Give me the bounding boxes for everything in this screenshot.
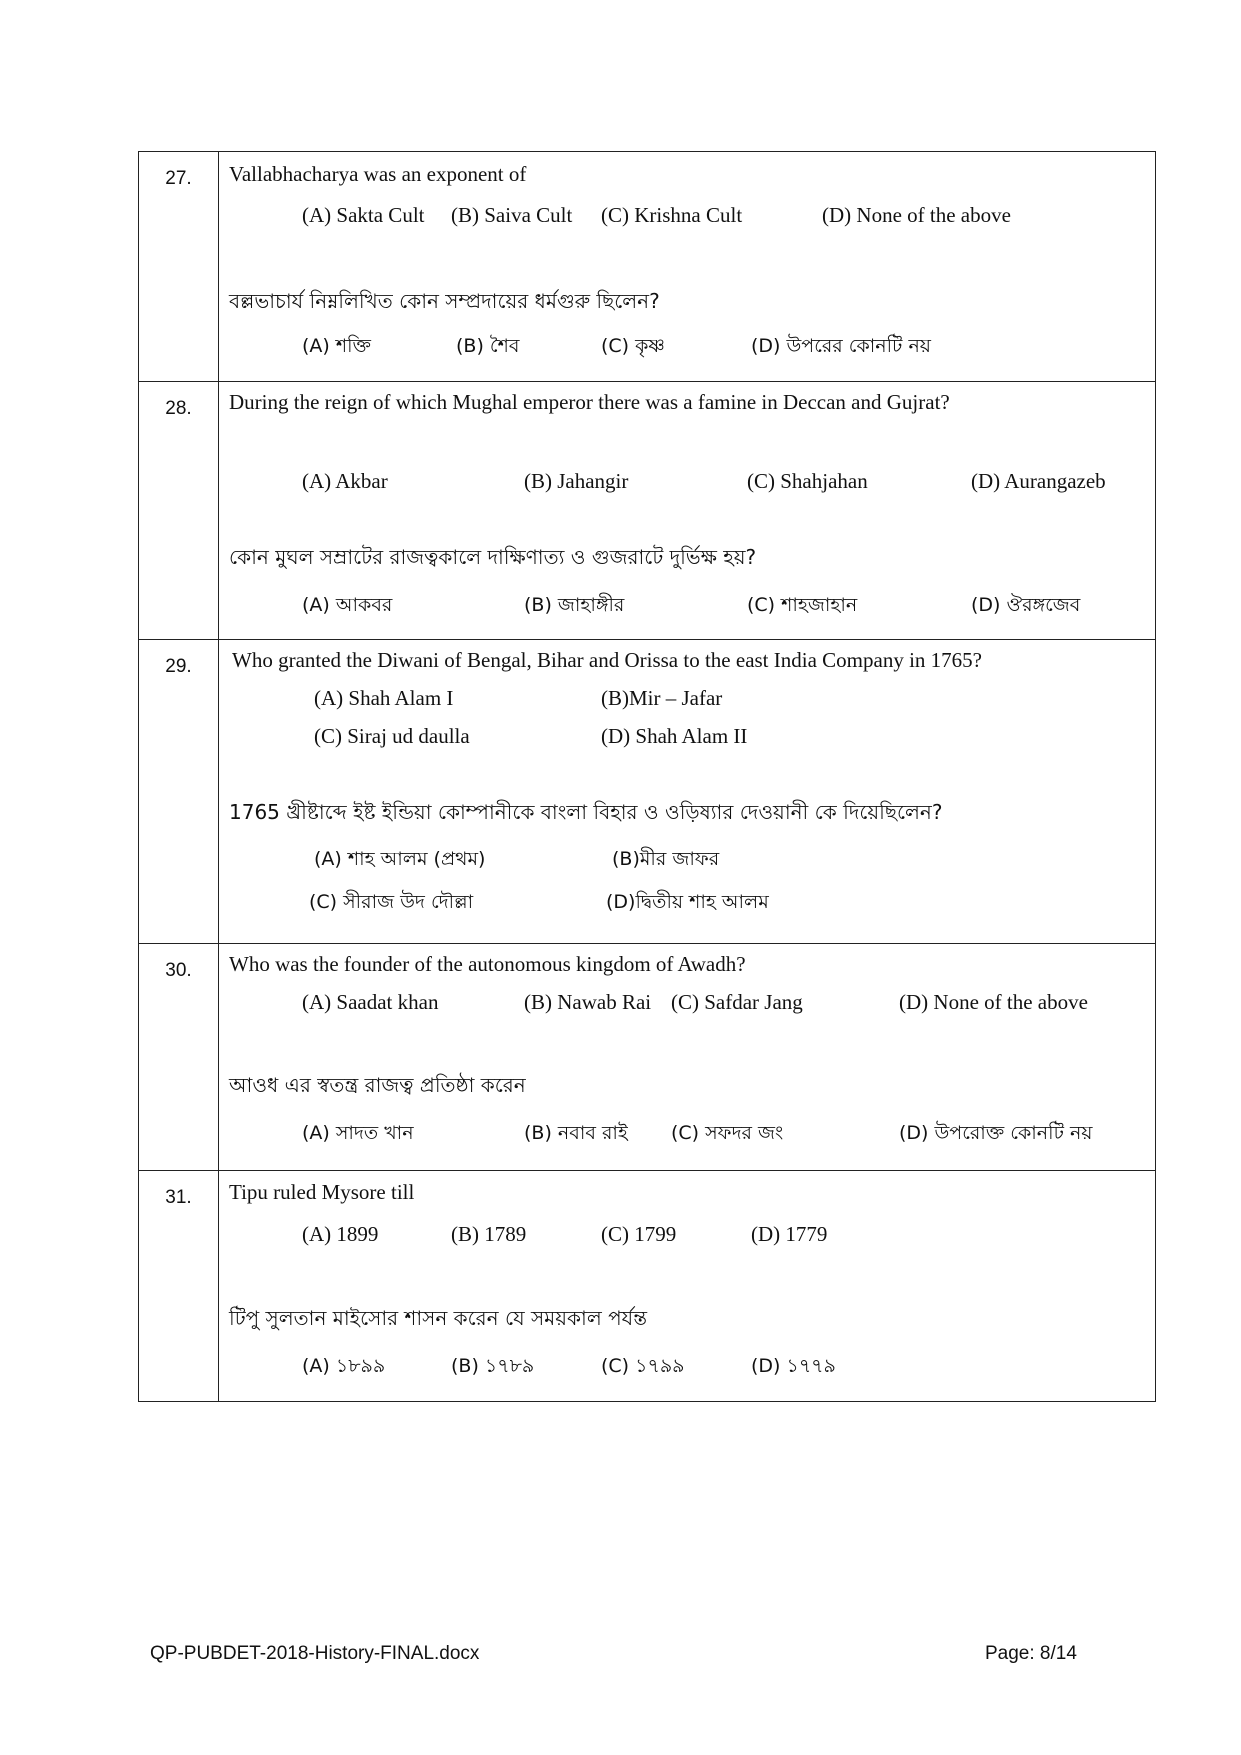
question-cell — [219, 382, 1156, 640]
option-a-en: (A) Shah Alam I — [314, 686, 454, 710]
option-d-en: (D) 1779 — [751, 1222, 828, 1246]
question-text-en: Who was the founder of the autonomous kingdom of Awadh? — [229, 952, 746, 976]
option-a-en: (A) Akbar — [302, 469, 388, 493]
question-number: 29. — [165, 656, 192, 677]
option-c-en: (C) Shahjahan — [747, 469, 868, 493]
footer-filename: QP-PUBDET-2018-History-FINAL.docx — [150, 1643, 480, 1664]
question-text-en: Tipu ruled Mysore till — [229, 1180, 415, 1204]
question-number: 27. — [165, 168, 192, 189]
question-cell — [219, 944, 1156, 1171]
option-d-bn: (D) উপরোক্ত কোনটি নয় — [899, 1122, 1093, 1144]
option-d-en: (D) Shah Alam II — [601, 724, 748, 748]
question-row — [139, 640, 1156, 944]
question-number-cell — [139, 944, 219, 1171]
question-number: 28. — [165, 398, 192, 419]
option-a-bn: (A) শক্তি — [302, 335, 371, 357]
option-b-en: (B) Jahangir — [524, 469, 629, 493]
option-d-bn: (D) ১৭৭৯ — [751, 1355, 836, 1377]
question-number-cell — [139, 640, 219, 944]
option-b-bn: (B) ১৭৮৯ — [451, 1355, 535, 1377]
option-c-bn: (C) ১৭৯৯ — [601, 1355, 685, 1377]
option-d-en: (D) None of the above — [822, 203, 1011, 227]
question-row — [139, 1171, 1156, 1402]
question-text-en: During the reign of which Mughal emperor there was a famine in Deccan and Gujrat? — [229, 390, 950, 414]
question-number-cell — [139, 1171, 219, 1402]
option-d-bn: (D) উপরের কোনটি নয় — [751, 335, 931, 357]
option-b-bn: (B) শৈব — [456, 335, 520, 357]
question-row — [139, 382, 1156, 640]
question-text-bn: কোন মুঘল সম্রাটের রাজত্বকালে দাক্ষিণাত্য ও গুজরাটে দুর্ভিক্ষ হয়? — [229, 545, 757, 569]
option-c-bn: (C) সীরাজ উদ দৌল্লা — [309, 891, 474, 913]
option-a-bn: (A) শাহ আলম (প্রথম) — [314, 848, 486, 870]
question-text-en: Vallabhacharya was an exponent of — [229, 162, 527, 186]
option-a-bn: (A) সাদত খান — [302, 1122, 414, 1144]
question-number-cell — [139, 382, 219, 640]
question-text-bn: আওধ এর স্বতন্ত্র রাজত্ব প্রতিষ্ঠা করেন — [229, 1073, 526, 1097]
option-a-en: (A) 1899 — [302, 1222, 379, 1246]
option-d-en: (D) Aurangazeb — [971, 469, 1106, 493]
question-row — [139, 152, 1156, 382]
footer-page-number: Page: 8/14 — [985, 1643, 1077, 1664]
option-a-en: (A) Sakta Cult — [302, 203, 425, 227]
option-c-en: (C) Krishna Cult — [601, 203, 743, 227]
question-number-cell — [139, 152, 219, 382]
option-a-bn: (A) ১৮৯৯ — [302, 1355, 386, 1377]
option-b-en: (B) Nawab Rai — [524, 990, 652, 1014]
option-b-bn: (B)মীর জাফর — [612, 848, 720, 870]
question-number: 30. — [165, 960, 192, 981]
option-b-en: (B) Saiva Cult — [451, 203, 573, 227]
option-d-en: (D) None of the above — [899, 990, 1088, 1014]
option-a-bn: (A) আকবর — [302, 594, 393, 616]
option-d-bn: (D) ঔরঙ্গজেব — [971, 594, 1081, 616]
option-c-bn: (C) সফদর জং — [671, 1122, 784, 1144]
question-row — [139, 944, 1156, 1171]
question-cell — [219, 1171, 1156, 1402]
question-text-bn: টিপু সুলতান মাইসোর শাসন করেন যে সময়কাল পর্যন্ত — [229, 1306, 647, 1330]
option-b-bn: (B) জাহাঙ্গীর — [524, 594, 625, 616]
question-text-bn: বল্লভাচার্য নিম্নলিখিত কোন সম্প্রদায়ের ধর্মগুরু ছিলেন? — [229, 289, 660, 313]
option-b-en: (B) 1789 — [451, 1222, 527, 1246]
question-table — [138, 151, 1156, 1402]
question-text-en: Who granted the Diwani of Bengal, Bihar and Orissa to the east India Company in 1765? — [232, 648, 982, 672]
question-cell — [219, 640, 1156, 944]
option-b-bn: (B) নবাব রাই — [524, 1122, 628, 1144]
option-c-bn: (C) কৃষ্ণ — [601, 335, 665, 357]
option-c-en: (C) Safdar Jang — [671, 990, 803, 1014]
question-text-bn: 1765 খ্রীষ্টাব্দে ইষ্ট ইন্ডিয়া কোম্পানীকে বাংলা বিহার ও ওড়িষ্যার দেওয়ানী কে দিয়েছিলেন? — [229, 800, 943, 824]
option-d-bn: (D)দ্বিতীয় শাহ আলম — [606, 891, 769, 913]
option-c-bn: (C) শাহজাহান — [747, 594, 858, 616]
option-b-en: (B)Mir – Jafar — [601, 686, 723, 710]
question-number: 31. — [165, 1187, 192, 1208]
option-a-en: (A) Saadat khan — [302, 990, 439, 1014]
option-c-en: (C) 1799 — [601, 1222, 677, 1246]
option-c-en: (C) Siraj ud daulla — [314, 724, 470, 748]
question-cell — [219, 152, 1156, 382]
